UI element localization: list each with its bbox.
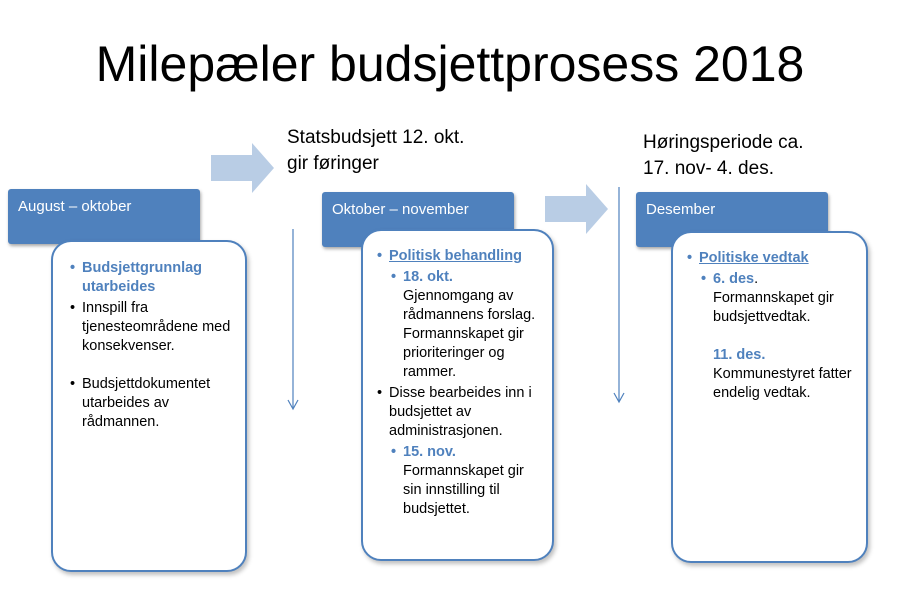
phase-card-oktober-november [361, 229, 554, 561]
down-arrow-2 [614, 187, 624, 402]
list-item: • Budsjettdokumentet utarbeides av rådmannen. [70, 376, 211, 430]
phase-card-august-oktober [51, 240, 247, 572]
list-item: • Disse bearbeides inn i budsjettet av administrasjonen. [377, 385, 532, 439]
phase-card-desember [671, 231, 868, 563]
horing-note: Høringsperiode ca. 17. nov- 4. des. [643, 132, 804, 179]
list-item: 11. des. Kommunestyret fatter endelig vedtak. [713, 347, 852, 401]
list-item: • 15. nov. Formannskapet gir sin innstilling til budsjettet. [391, 444, 524, 517]
right-arrow-2 [545, 184, 608, 234]
list-item: • Politiske vedtak [687, 250, 809, 266]
list-item: • 6. des. Formannskapet gir budsjettvedtak. [701, 271, 834, 325]
right-arrow-1 [211, 143, 274, 193]
list-item: • Innspill fra tjenesteområdene med konsekvenser. [70, 300, 231, 354]
list-item: • Politisk behandling [377, 248, 522, 264]
page-title: Milepæler budsjettprosess 2018 [95, 36, 805, 92]
phase-header-oktober-november: Oktober – november [322, 192, 514, 247]
phase-header-august-oktober: August – oktober [8, 189, 200, 244]
statsbudsjett-note: Statsbudsjett 12. okt. gir føringer [287, 127, 465, 174]
list-item: • 18. okt. Gjennomgang av rådmannens forslag. Formannskapet gir prioriteringer og rammer. [391, 269, 536, 380]
down-arrow-1 [288, 229, 298, 409]
list-item: • Budsjettgrunnlag utarbeides [70, 260, 203, 295]
phase-header-desember: Desember [636, 192, 828, 247]
